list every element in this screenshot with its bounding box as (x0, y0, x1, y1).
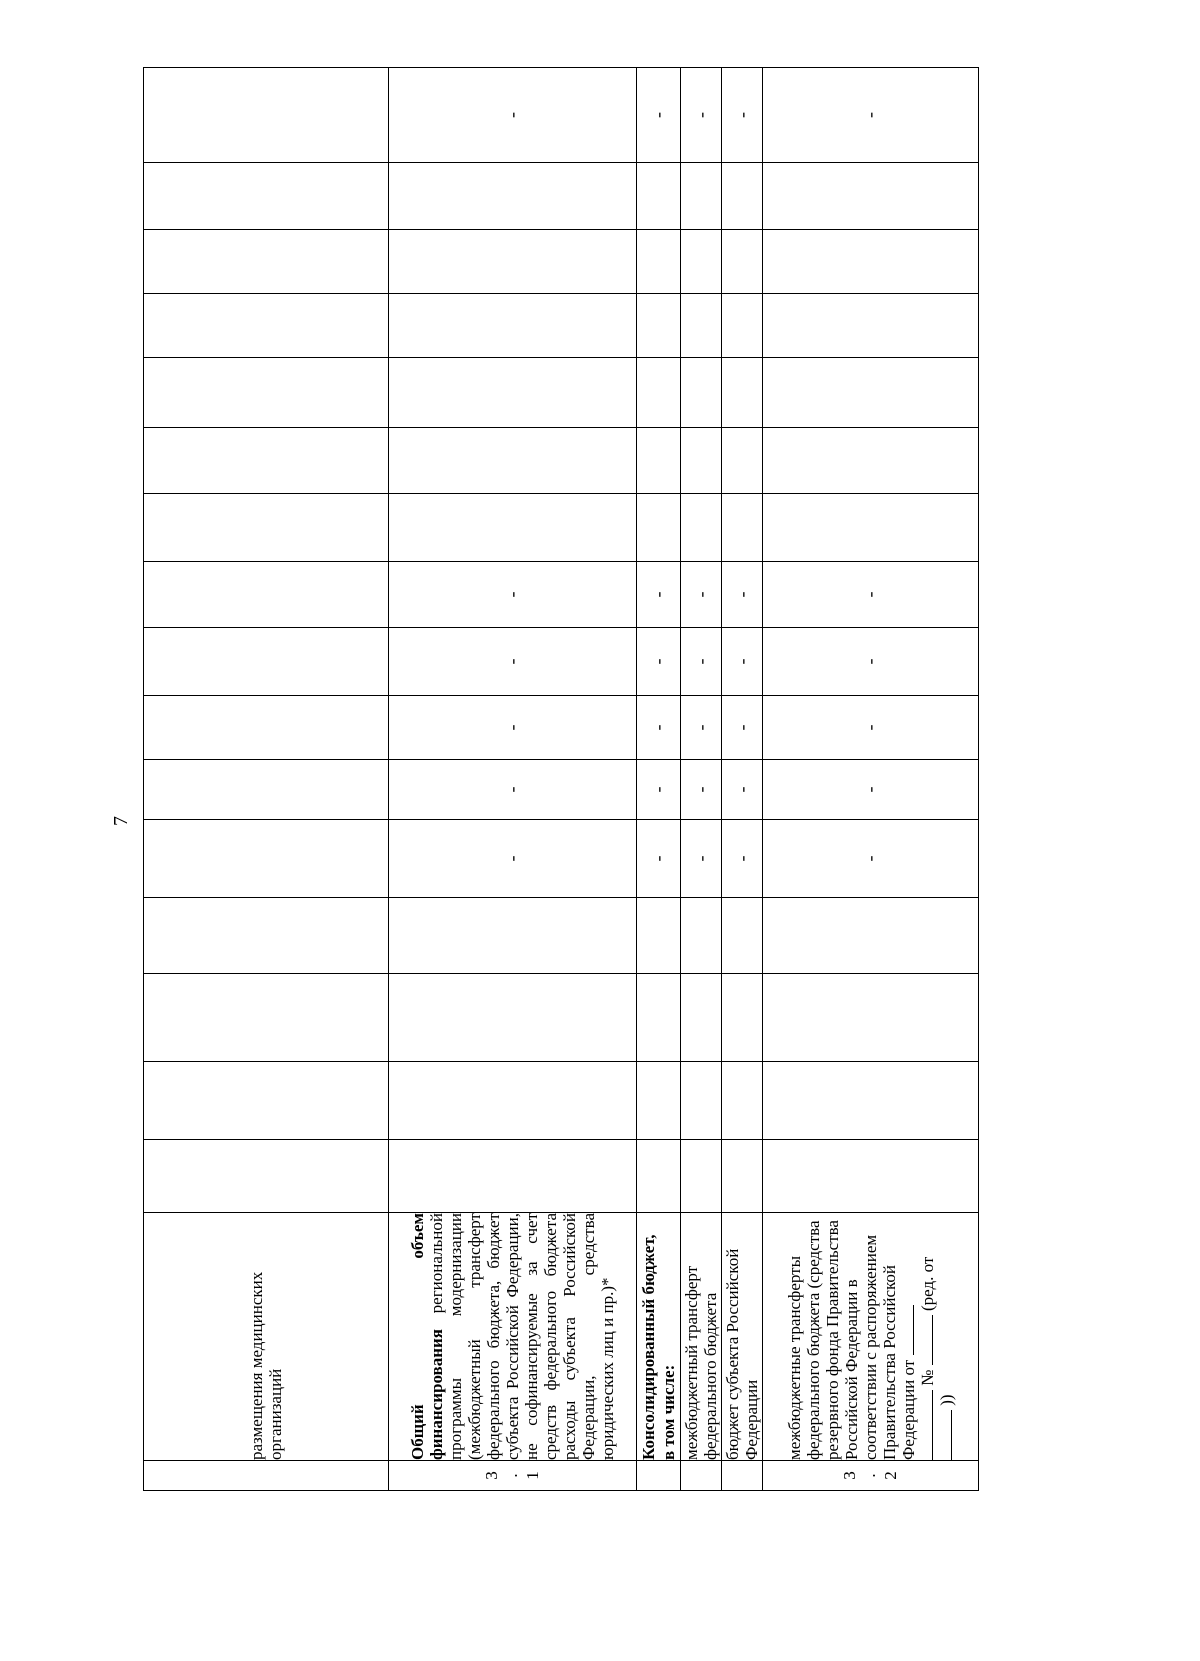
row-label-interbudget-transfer: межбюджетный трансферт федерального бюджета (681, 1213, 722, 1461)
value-cell: - (722, 562, 763, 628)
value-cell: - (681, 696, 722, 760)
value-cell: - (637, 628, 681, 696)
value-cell: - (763, 820, 979, 898)
page-number: 7 (110, 816, 132, 826)
table-row (144, 68, 389, 1491)
row-label-consolidated-budget: Консолидированный бюджет, в том числе: (637, 1213, 681, 1461)
row-number-3-1: 3 . 1 (389, 1461, 637, 1491)
value-cell: - (722, 760, 763, 820)
table-row (389, 68, 637, 1491)
value-cell: - (389, 68, 637, 163)
value-cell: - (681, 562, 722, 628)
value-cell: - (637, 760, 681, 820)
value-cell: - (722, 628, 763, 696)
value-cell: - (763, 760, 979, 820)
value-cell: - (681, 760, 722, 820)
table-row (722, 68, 763, 1491)
value-cell: - (637, 68, 681, 163)
value-cell: - (389, 562, 637, 628)
row-label-subject-budget: бюджет субъекта Российской Федерации (722, 1213, 763, 1461)
rotated-table-container (143, 68, 978, 1491)
value-cell: - (763, 696, 979, 760)
value-cell: - (763, 68, 979, 163)
row-label-placement: размещения медицинских организаций (144, 1213, 389, 1461)
value-cell: - (389, 628, 637, 696)
value-cell: - (722, 820, 763, 898)
financing-table (143, 67, 979, 1491)
row-label-reserve-fund-transfers: межбюджетные трансферты федерального бюджета (средства резервного фонда Правительства Российской Федерации в соответствии с распоряжением Правительства Российской Федерации от № (ред. от )) (763, 1213, 979, 1461)
value-cell: - (681, 820, 722, 898)
value-cell: - (389, 820, 637, 898)
value-cell: - (637, 562, 681, 628)
value-cell: - (681, 628, 722, 696)
value-cell: - (763, 562, 979, 628)
row-number-3-2: 3 . 2 (763, 1461, 979, 1491)
value-cell: - (389, 696, 637, 760)
row-number-cell (144, 1461, 389, 1491)
table-row (681, 68, 722, 1491)
value-cell: - (763, 628, 979, 696)
value-cell: - (722, 68, 763, 163)
value-cell: - (722, 696, 763, 760)
row-label-total-financing: Общий объем финансирования региональной программы модернизации (межбюджетный трансферт федерального бюджета, бюджет субъекта Российской Федерации, не софинансируемые за счет средств федерального бюджета расходы субъекта Российской Федерации, средства юридических лиц и пр.)* (389, 1213, 637, 1461)
value-cell: - (389, 760, 637, 820)
value-cell: - (637, 820, 681, 898)
table-row (763, 68, 979, 1491)
value-cell: - (637, 696, 681, 760)
value-cell: - (681, 68, 722, 163)
table-row (637, 68, 681, 1491)
